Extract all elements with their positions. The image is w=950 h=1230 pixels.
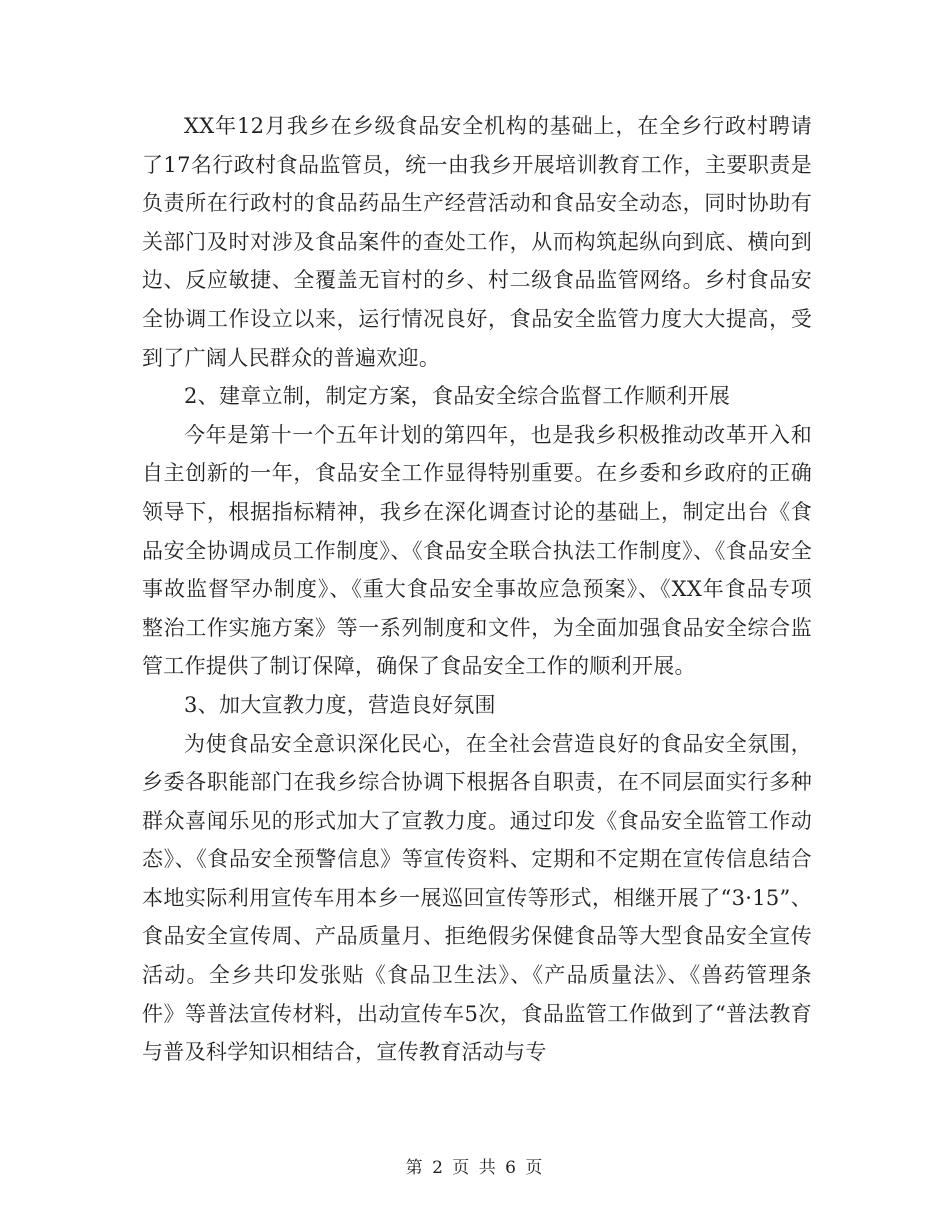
body-paragraph: XX年12月我乡在乡级食品安全机构的基础上，在全乡行政村聘请了17名行政村食品监管员，统一由我乡开展培训教育工作，主要职责是负责所在行政村的食品药品生产经营活动和食品安全动态，同时协助有关部门及时对涉及食品案件的查处工作，从而构筑起纵向到底、横向到边、反应敏捷、全覆盖无盲村的乡、村二级食品监管网络。乡村食品安全协调工作设立以来，运行情况良好，食品安全监管力度大大提高，受到了广阔人民群众的普遍欢迎。 — [142, 114, 812, 370]
section-heading: 2、建章立制，制定方案，食品安全综合监督工作顺利开展 — [184, 384, 731, 409]
document-body — [142, 107, 812, 1072]
body-paragraph: 为使食品安全意识深化民心，在全社会营造良好的食品安全氛围，乡委各职能部门在我乡综合协调下根据各自职责，在不同层面实行多种群众喜闻乐见的形式加大了宣教力度。通过印发《食品安全监管工作动态》、《食品安全预警信息》等宣传资料、定期和不定期在宣传信息结合本地实际利用宣传车用本乡一展巡回宣传等形式，相继开展了“3·15”、食品安全宣传周、产品质量月、拒绝假劣保健食品等大型食品安全宣传活动。全乡共印发张贴《食品卫生法》、《产品质量法》、《兽药管理条件》等普法宣传材料，出动宣传车5次，食品监管工作做到了“普法教育与普及科学知识相结合，宣传教育活动与专 — [142, 731, 812, 1065]
body-paragraph: 今年是第十一个五年计划的第四年，也是我乡积极推动改革开入和自主创新的一年，食品安全工作显得特别重要。在乡委和乡政府的正确领导下，根据指标精神，我乡在深化调查讨论的基础上，制定出台《食品安全协调成员工作制度》、《食品安全联合执法工作制度》、《食品安全事故监督罕办制度》、《重大食品安全事故应急预案》、《XX年食品专项整治工作实施方案》等一系列制度和文件，为全面加强食品安全综合监管工作提供了制订保障，确保了食品安全工作的顺利开展。 — [142, 422, 812, 679]
section-heading: 3、加大宣教力度，营造良好氛围 — [184, 692, 496, 717]
page-number-footer: 第 2 页 共 6 页 — [405, 1158, 545, 1178]
